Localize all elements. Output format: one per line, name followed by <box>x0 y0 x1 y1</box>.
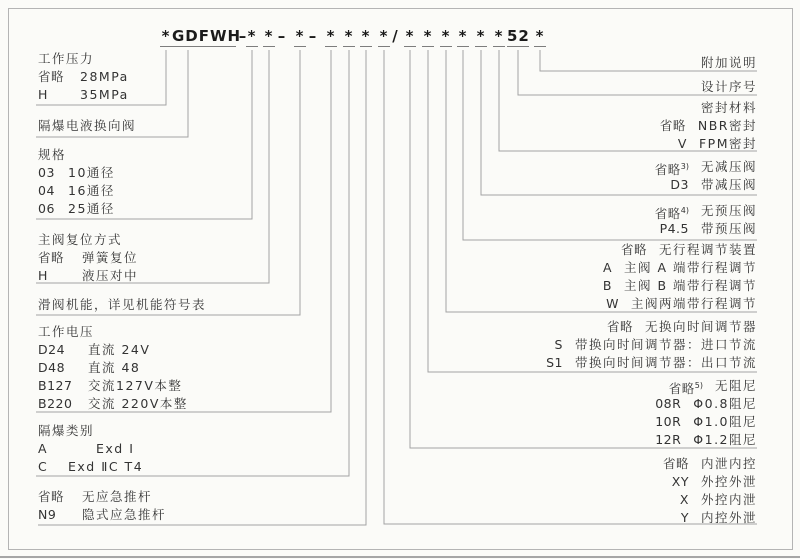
code-segment: – <box>238 27 248 45</box>
option-code: A <box>38 441 48 456</box>
code-segment: – <box>277 27 287 45</box>
block-title: 设计序号 <box>700 79 757 94</box>
block-title: 密封材料 <box>700 100 757 115</box>
option-code: D3 <box>670 177 689 192</box>
option-desc: 主阀 A 端带行程调节 <box>624 260 757 275</box>
block-title: 隔爆电液换向阀 <box>38 118 137 133</box>
option-row <box>663 509 757 527</box>
option-row <box>38 488 166 506</box>
option-desc: 无预压阀 <box>700 203 757 218</box>
option-code: 省略 <box>606 319 633 334</box>
footnote-marker: 4) <box>680 206 689 215</box>
option-row <box>655 176 757 194</box>
option-code: 10R <box>655 414 682 429</box>
option-desc: 内泄内控 <box>700 456 757 471</box>
option-desc: Exd ⅡC T4 <box>68 459 144 474</box>
option-row <box>660 135 757 153</box>
option-row <box>655 413 757 431</box>
footnote-marker: 3) <box>680 162 689 171</box>
block-damping <box>655 377 757 449</box>
block-valve-name <box>38 117 136 135</box>
code-segment: * <box>326 27 336 45</box>
block-title: 隔爆类别 <box>38 423 95 438</box>
block-pilot-drain <box>663 455 757 527</box>
option-row <box>38 359 188 377</box>
block-seal-material <box>660 99 757 153</box>
option-desc: 35MPa <box>80 87 129 102</box>
block-title: 滑阀机能，详见机能符号表 <box>38 297 207 312</box>
option-desc: 带换向时间调节器：出口节流 <box>574 355 757 370</box>
block-voltage <box>38 323 188 413</box>
option-desc: Exd Ⅰ <box>96 441 135 456</box>
option-code: 省略$^{5)}$ <box>668 381 703 397</box>
option-code: 省略 <box>620 242 647 257</box>
option-row <box>655 158 757 176</box>
option-desc: 内控外泄 <box>700 510 757 525</box>
option-desc: NBR密封 <box>697 118 757 133</box>
option-code: 06 <box>38 201 55 216</box>
option-desc: 28MPa <box>80 69 129 84</box>
option-row <box>603 241 757 259</box>
option-row <box>663 455 757 473</box>
block-time-adjuster <box>546 318 757 372</box>
option-row <box>38 395 188 413</box>
option-desc: 主阀两端带行程调节 <box>630 296 757 311</box>
option-code: C <box>38 459 48 474</box>
option-row <box>38 458 143 476</box>
option-row <box>38 249 138 267</box>
block-working-pressure <box>38 50 129 104</box>
option-code: X <box>679 492 689 507</box>
code-segment: * <box>344 27 354 45</box>
option-desc: 无阻尼 <box>714 378 757 393</box>
option-code: 12R <box>655 432 682 447</box>
option-row <box>38 164 115 182</box>
option-code: B220 <box>38 396 73 411</box>
option-row <box>663 473 757 491</box>
option-row <box>38 377 188 395</box>
option-desc: 液压对中 <box>82 268 139 283</box>
option-desc: 隐式应急推杆 <box>82 507 167 522</box>
option-desc: 直流 24V <box>88 342 151 357</box>
block-reset-mode <box>38 231 138 285</box>
option-code: D48 <box>38 360 66 375</box>
block-additional-note <box>701 54 757 72</box>
code-segment: * <box>494 27 504 45</box>
option-code: W <box>606 296 619 311</box>
code-segment: 52 <box>507 27 530 45</box>
option-row <box>38 267 138 285</box>
option-desc: 无行程调节装置 <box>658 242 757 257</box>
option-row <box>655 220 757 238</box>
code-segment: – <box>308 27 318 45</box>
option-code: 省略$^{3)}$ <box>654 162 689 178</box>
option-row <box>38 440 143 458</box>
option-row <box>38 86 129 104</box>
option-code: N9 <box>38 507 57 522</box>
option-desc: 无应急推杆 <box>82 489 153 504</box>
option-row <box>603 259 757 277</box>
option-code: B <box>602 278 612 293</box>
option-row <box>38 341 188 359</box>
option-desc: 10通径 <box>68 165 115 180</box>
code-segment: * <box>264 27 274 45</box>
option-code: H <box>38 87 48 102</box>
option-code: 省略 <box>38 489 65 504</box>
option-code: 08R <box>655 396 682 411</box>
block-title: 主阀复位方式 <box>38 232 123 247</box>
option-desc: Φ1.0阻尼 <box>693 414 757 429</box>
block-size <box>38 146 115 218</box>
block-title: 规格 <box>38 147 67 162</box>
code-segment: * <box>247 27 257 45</box>
option-desc: 带换向时间调节器：进口节流 <box>574 337 757 352</box>
code-segment: * <box>423 27 433 45</box>
option-row <box>546 354 757 372</box>
option-desc: 无减压阀 <box>700 159 757 174</box>
option-code: 04 <box>38 183 55 198</box>
block-emergency-pin <box>38 488 166 524</box>
model-code <box>0 26 800 52</box>
option-code: 省略$^{4)}$ <box>654 206 689 222</box>
option-desc: 外控外泄 <box>700 474 757 489</box>
option-desc: 带减压阀 <box>700 177 757 192</box>
code-segment: * <box>379 27 389 45</box>
option-code: A <box>602 260 612 275</box>
option-code: S <box>554 337 563 352</box>
option-row <box>603 277 757 295</box>
option-code: D24 <box>38 342 66 357</box>
block-explosion-class <box>38 422 143 476</box>
block-title: 工作电压 <box>38 324 95 339</box>
option-code: Y <box>680 510 689 525</box>
option-code: B127 <box>38 378 73 393</box>
option-desc: 16通径 <box>68 183 115 198</box>
option-row <box>546 318 757 336</box>
option-code: 省略 <box>659 118 686 133</box>
option-desc: 带预压阀 <box>700 221 757 236</box>
option-code: 03 <box>38 165 55 180</box>
block-preload-valve <box>655 202 757 238</box>
option-row <box>660 117 757 135</box>
option-row <box>38 506 166 524</box>
option-code: 省略 <box>38 69 65 84</box>
code-segment: / <box>392 27 399 45</box>
option-code: S1 <box>546 355 563 370</box>
option-row <box>546 336 757 354</box>
code-segment: * <box>458 27 468 45</box>
block-spool-function <box>38 296 206 314</box>
option-code: V <box>677 136 687 151</box>
block-design-serial <box>701 78 757 96</box>
block-title: 工作压力 <box>38 51 95 66</box>
option-row <box>655 377 757 395</box>
option-row <box>38 182 115 200</box>
option-desc: 弹簧复位 <box>82 250 139 265</box>
code-segment: * <box>161 27 171 45</box>
option-row <box>655 431 757 449</box>
option-code: 省略 <box>38 250 65 265</box>
code-segment: * <box>405 27 415 45</box>
footnote-marker: 5) <box>694 381 703 390</box>
option-desc: Φ1.2阻尼 <box>693 432 757 447</box>
option-desc: 交流 220V本整 <box>88 396 188 411</box>
code-segment: * <box>295 27 305 45</box>
option-code: H <box>38 268 48 283</box>
code-segment: * <box>361 27 371 45</box>
option-code: 省略 <box>662 456 689 471</box>
option-desc: FPM密封 <box>698 136 757 151</box>
option-desc: 主阀 B 端带行程调节 <box>623 278 757 293</box>
block-title: 附加说明 <box>700 55 757 70</box>
option-desc: 25通径 <box>68 201 115 216</box>
option-row <box>38 200 115 218</box>
option-desc: Φ0.8阻尼 <box>693 396 757 411</box>
option-desc: 直流 48 <box>88 360 141 375</box>
option-row <box>38 68 129 86</box>
block-reducing-valve <box>655 158 757 194</box>
option-row <box>663 491 757 509</box>
option-desc: 外控内泄 <box>700 492 757 507</box>
block-stroke-adjuster <box>603 241 757 313</box>
option-row <box>603 295 757 313</box>
code-segment: * <box>535 27 545 45</box>
code-segment: * <box>441 27 451 45</box>
code-segment: * <box>476 27 486 45</box>
option-row <box>655 202 757 220</box>
option-desc: 交流127V本整 <box>88 378 183 393</box>
option-code: XY <box>671 474 689 489</box>
scan-edge <box>0 556 800 558</box>
code-segment: GDFWH <box>172 27 242 45</box>
option-code: P4.5 <box>659 221 689 236</box>
option-row <box>655 395 757 413</box>
option-desc: 无换向时间调节器 <box>644 319 757 334</box>
